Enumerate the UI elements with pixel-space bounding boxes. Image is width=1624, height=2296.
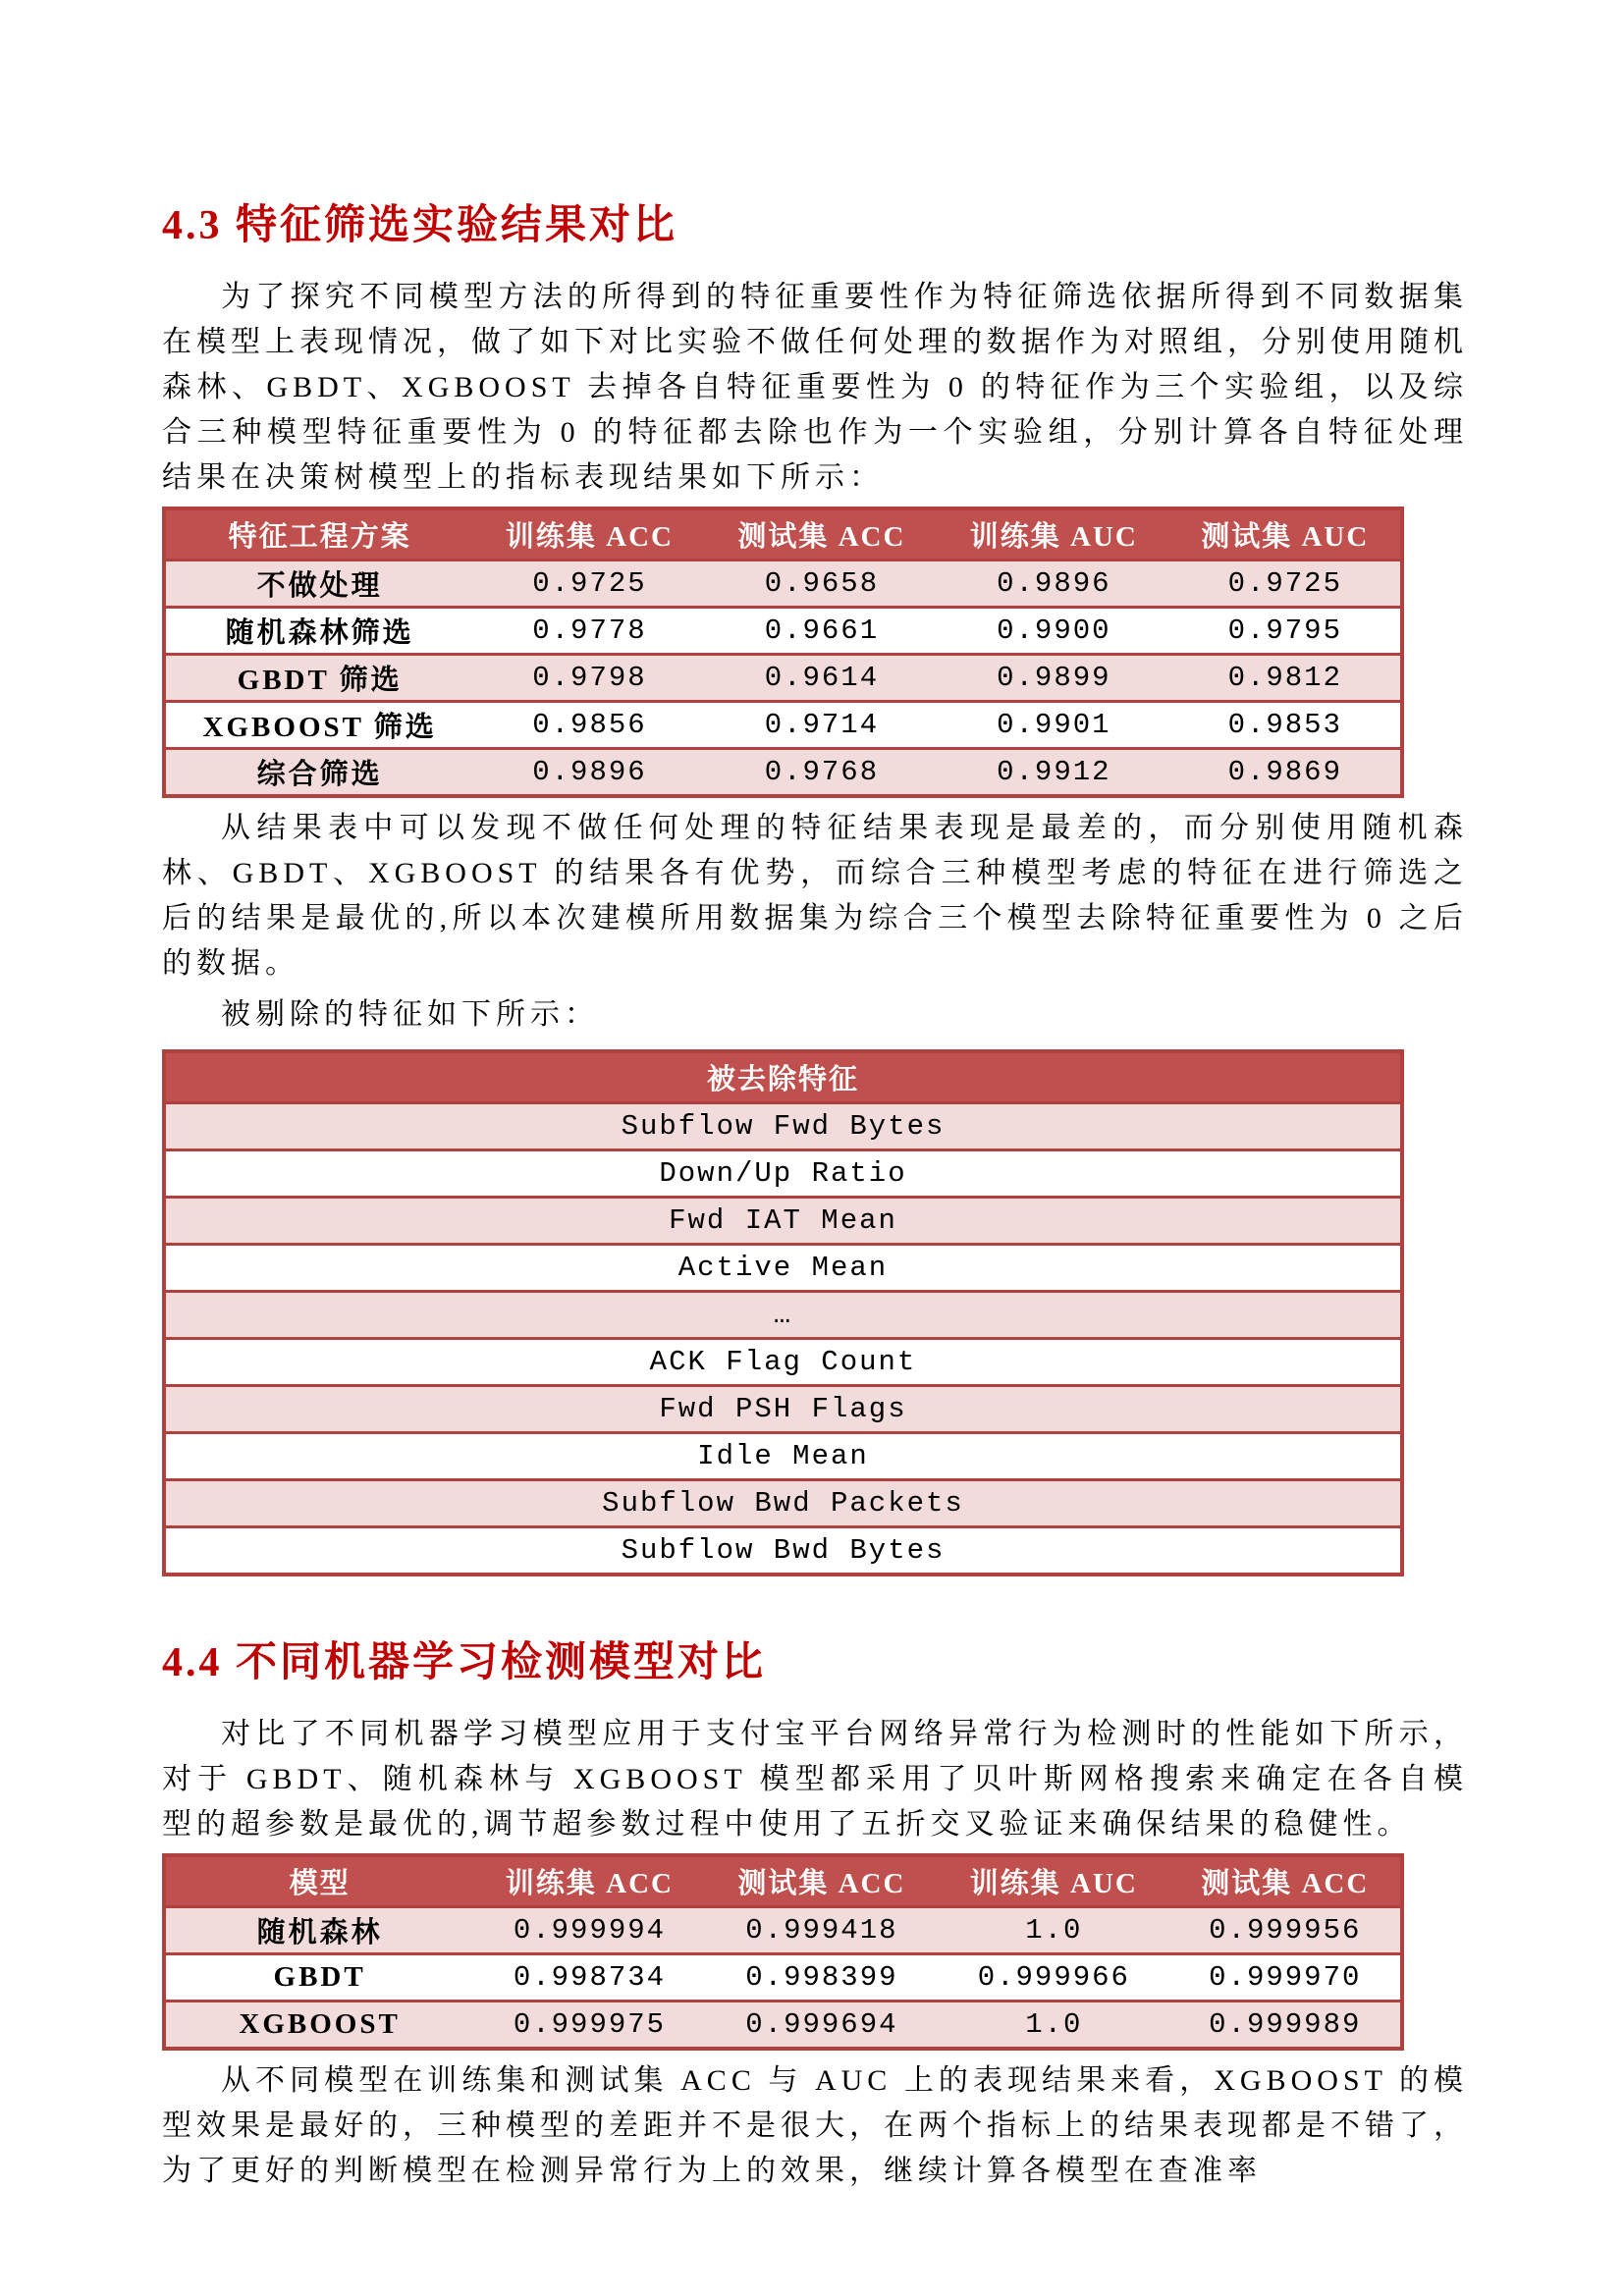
column-header: 测试集 ACC	[706, 508, 938, 561]
table-row	[164, 702, 1402, 749]
table-row	[164, 749, 1402, 797]
row-label: XGBOOST	[164, 2002, 473, 2050]
table-cell: Subflow Bwd Packets	[164, 1480, 1402, 1527]
paragraph-4-3-analysis: 从结果表中可以发现不做任何处理的特征结果表现是最差的，而分别使用随机森林、GBDT、XGBOOST 的结果各有优势，而综合三种模型考虑的特征在进行筛选之后的结果是最优的,所以本次建模所用数据集为综合三个模型去除特征重要性为 0 之后的数据。	[162, 812, 1468, 980]
table-cell: 0.9795	[1170, 608, 1402, 655]
table-cell: 0.9798	[473, 655, 705, 702]
section-heading-4-3: 4.3 特征筛选实验结果对比	[162, 203, 678, 248]
table-header-row	[164, 1855, 1402, 1907]
row-label: 随机森林	[164, 1907, 473, 1954]
row-label: 综合筛选	[164, 749, 473, 797]
table-cell: 0.9869	[1170, 749, 1402, 797]
table-cell: 1.0	[938, 1907, 1169, 1954]
column-header: 模型	[164, 1855, 473, 1907]
row-label: GBDT 筛选	[164, 655, 473, 702]
table-cell: 0.9725	[1170, 561, 1402, 608]
table-cell: 0.998399	[706, 1954, 938, 2002]
paragraph-4-3-intro: 为了探究不同模型方法的所得到的特征重要性作为特征筛选依据所得到不同数据集在模型上表现情况，做了如下对比实验不做任何处理的数据作为对照组，分别使用随机森林、GBDT、XGBOOST 去掉各自特征重要性为 0 的特征作为三个实验组，以及综合三种模型特征重要性为 0 的特征都去除也作为一个实验组，分别计算各自特征处理结果在决策树模型上的指标表现结果如下所示：	[162, 281, 1468, 494]
table-cell: Fwd IAT Mean	[164, 1198, 1402, 1245]
column-header: 训练集 ACC	[473, 508, 705, 561]
paragraph-4-4-analysis: 从不同模型在训练集和测试集 ACC 与 AUC 上的表现结果来看，XGBOOST 的模型效果是最好的，三种模型的差距并不是很大，在两个指标上的结果表现都是不错了，为了更好的判断模型在检测异常行为上的效果，继续计算各模型在查准率	[162, 2064, 1468, 2187]
row-label: 不做处理	[164, 561, 473, 608]
column-header: 训练集 AUC	[938, 508, 1169, 561]
table-row	[164, 1198, 1402, 1245]
table-row	[164, 1103, 1402, 1150]
table-cell: 0.9912	[938, 749, 1169, 797]
column-header: 训练集 ACC	[473, 1855, 705, 1907]
model-comparison-table	[162, 1853, 1404, 2051]
table-row	[164, 561, 1402, 608]
table-cell: 0.999994	[473, 1907, 705, 1954]
table-cell: ACK Flag Count	[164, 1339, 1402, 1386]
table-row	[164, 1907, 1402, 1954]
table-cell: 0.9661	[706, 608, 938, 655]
table-row	[164, 1527, 1402, 1575]
table-cell: 0.9896	[473, 749, 705, 797]
table-cell: Subflow Fwd Bytes	[164, 1103, 1402, 1150]
table-cell: 0.9614	[706, 655, 938, 702]
row-label: XGBOOST 筛选	[164, 702, 473, 749]
table-cell: Subflow Bwd Bytes	[164, 1527, 1402, 1575]
table-cell: 0.9901	[938, 702, 1169, 749]
table-cell: 0.998734	[473, 1954, 705, 2002]
table-cell: 0.999956	[1170, 1907, 1402, 1954]
table-cell: 0.9853	[1170, 702, 1402, 749]
feature-selection-results-table	[162, 507, 1404, 798]
row-label: 随机森林筛选	[164, 608, 473, 655]
column-header: 训练集 AUC	[938, 1855, 1169, 1907]
table-cell: 0.9896	[938, 561, 1169, 608]
table-cell: 0.9725	[473, 561, 705, 608]
section-heading-4-4: 4.4 不同机器学习检测模型对比	[162, 1640, 767, 1685]
table-row	[164, 1245, 1402, 1292]
column-header: 特征工程方案	[164, 508, 473, 561]
table-cell: Active Mean	[164, 1245, 1402, 1292]
table-cell: 0.9900	[938, 608, 1169, 655]
row-label: GBDT	[164, 1954, 473, 2002]
table-row	[164, 608, 1402, 655]
table-row	[164, 655, 1402, 702]
table-cell: 0.999418	[706, 1907, 938, 1954]
table-cell: 0.9856	[473, 702, 705, 749]
column-header: 测试集 ACC	[1170, 1855, 1402, 1907]
table-cell: Fwd PSH Flags	[164, 1386, 1402, 1433]
table-row	[164, 1954, 1402, 2002]
removed-features-table	[162, 1049, 1404, 1576]
column-header: 测试集 AUC	[1170, 508, 1402, 561]
paragraph-removed-features-lead: 被剔除的特征如下所示：	[221, 998, 599, 1031]
table-cell: 0.999975	[473, 2002, 705, 2050]
table-header-row	[164, 508, 1402, 561]
table-cell: 0.999989	[1170, 2002, 1402, 2050]
table-cell: 0.9714	[706, 702, 938, 749]
table-cell: 1.0	[938, 2002, 1169, 2050]
table-cell: 0.9778	[473, 608, 705, 655]
table-cell: 0.999970	[1170, 1954, 1402, 2002]
paragraph-4-4-intro: 对比了不同机器学习模型应用于支付宝平台网络异常行为检测时的性能如下所示，对于 GBDT、随机森林与 XGBOOST 模型都采用了贝叶斯网格搜索来确定在各自模型的超参数是最优的,调节超参数过程中使用了五折交叉验证来确保结果的稳健性。	[162, 1718, 1468, 1841]
table-cell: 0.9812	[1170, 655, 1402, 702]
table-row	[164, 1433, 1402, 1480]
table-row	[164, 1150, 1402, 1198]
table-cell: 0.9899	[938, 655, 1169, 702]
column-header: 测试集 ACC	[706, 1855, 938, 1907]
table-cell: 0.999966	[938, 1954, 1169, 2002]
table-cell: 0.9658	[706, 561, 938, 608]
table-row	[164, 1292, 1402, 1339]
table-cell: Down/Up Ratio	[164, 1150, 1402, 1198]
table-row	[164, 1339, 1402, 1386]
table-header-row	[164, 1051, 1402, 1103]
table-cell: …	[164, 1292, 1402, 1339]
table-row	[164, 2002, 1402, 2050]
table-row	[164, 1386, 1402, 1433]
table-cell: 0.999694	[706, 2002, 938, 2050]
column-header: 被去除特征	[164, 1051, 1402, 1103]
table-cell: Idle Mean	[164, 1433, 1402, 1480]
table-cell: 0.9768	[706, 749, 938, 797]
table-row	[164, 1480, 1402, 1527]
